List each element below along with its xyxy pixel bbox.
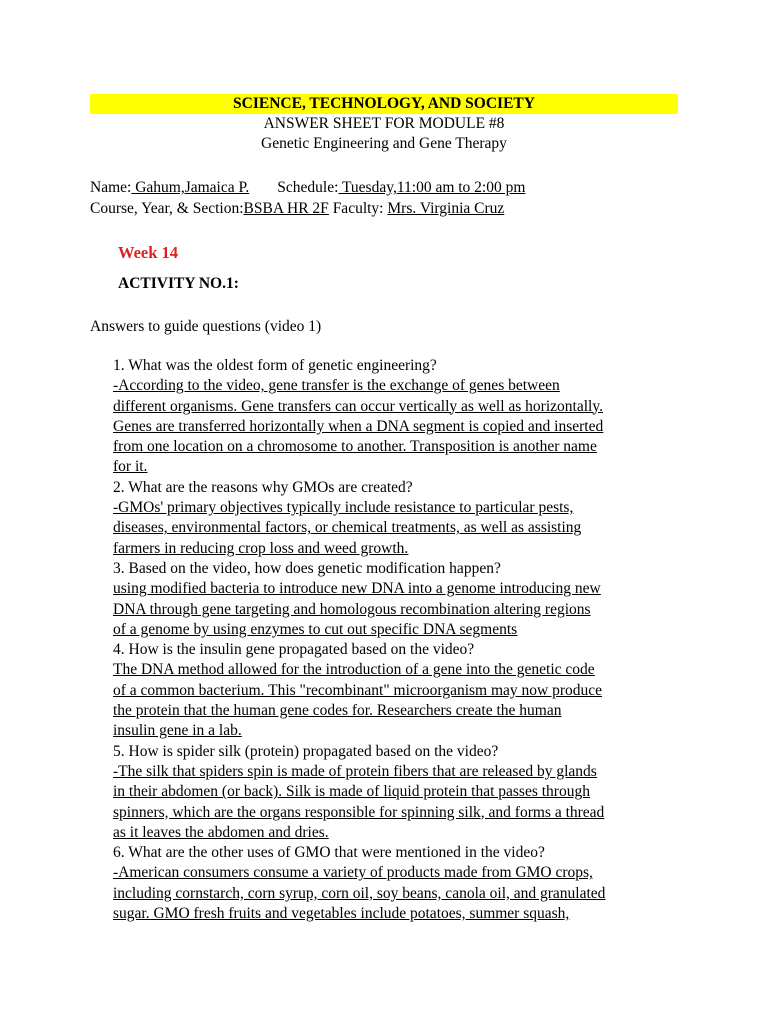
answer-line: sugar. GMO fresh fruits and vegetables include potatoes, summer squash, <box>113 905 570 923</box>
answer-text <box>113 762 679 843</box>
question-text: 3. Based on the video, how does genetic modification happen? <box>113 559 501 577</box>
faculty-label: Faculty: <box>328 200 388 217</box>
question-block-3 <box>113 559 679 640</box>
answer-line: farmers in reducing crop loss and weed growth. <box>113 539 409 557</box>
answer-line: The DNA method allowed for the introduction of a gene into the genetic code <box>113 661 595 679</box>
answer-line: of a common bacterium. This "recombinant" microorganism may now produce <box>113 681 603 699</box>
answer-line: Genes are transferred horizontally when a DNA segment is copied and inserted <box>113 417 604 435</box>
question-text: 4. How is the insulin gene propagated based on the video? <box>113 641 475 659</box>
schedule-label: Schedule: <box>277 179 339 196</box>
answer-line: diseases, environmental factors, or chemical treatments, as well as assisting <box>113 519 582 537</box>
answer-line: -According to the video, gene transfer is the exchange of genes between <box>113 377 560 395</box>
answer-text <box>113 863 679 924</box>
answer-line: spinners, which are the organs responsible for spinning silk, and forms a thread <box>113 803 605 821</box>
question-block-6 <box>113 843 679 924</box>
answer-line: insulin gene in a lab. <box>113 722 242 740</box>
course-faculty-line <box>90 199 504 219</box>
name-label: Name: <box>90 179 132 196</box>
question-text: 1. What was the oldest form of genetic engineering? <box>113 357 437 374</box>
answer-line: of a genome by using enzymes to cut out specific DNA segments <box>113 620 518 638</box>
question-text: 2. What are the reasons why GMOs are created? <box>113 478 413 496</box>
activity-heading: ACTIVITY NO.1: <box>118 275 239 292</box>
question-block-4 <box>113 640 679 741</box>
answer-line: -American consumers consume a variety of products made from GMO crops, <box>113 864 593 882</box>
answer-text <box>113 660 679 741</box>
question-block-5 <box>113 742 679 843</box>
answer-line: in their abdomen (or back). Silk is made of liquid protein that passes through <box>113 783 590 801</box>
question-text: 6. What are the other uses of GMO that were mentioned in the video? <box>113 844 545 862</box>
answer-line: using modified bacteria to introduce new DNA into a genome introducing new <box>113 580 601 598</box>
document-title: SCIENCE, TECHNOLOGY, AND SOCIETY <box>233 95 535 112</box>
answer-text <box>113 579 679 640</box>
question-text: 5. How is spider silk (protein) propagated based on the video? <box>113 742 499 760</box>
faculty-value: Mrs. Virginia Cruz <box>387 200 505 217</box>
answer-text <box>113 498 679 559</box>
module-subtitle: ANSWER SHEET FOR MODULE #8 <box>263 115 505 132</box>
answer-line: from one location on a chromosome to another. Transposition is another name <box>113 438 597 456</box>
name-schedule-line <box>90 178 525 198</box>
answer-line: different organisms. Gene transfers can occur vertically as well as horizontally. <box>113 397 603 415</box>
guide-heading: Answers to guide questions (video 1) <box>90 318 322 335</box>
answer-line: including cornstarch, corn syrup, corn oil, soy beans, canola oil, and granulated <box>113 884 606 902</box>
topic-subtitle: Genetic Engineering and Gene Therapy <box>261 135 507 152</box>
answer-line: as it leaves the abdomen and dries. <box>113 823 329 841</box>
question-block-1 <box>113 356 679 478</box>
answer-line: -GMOs' primary objectives typically include resistance to particular pests, <box>113 499 574 517</box>
schedule-value: Tuesday,11:00 am to 2:00 pm <box>338 179 526 196</box>
answer-text <box>113 376 679 477</box>
course-label: Course, Year, & Section: <box>90 200 244 217</box>
question-block-2 <box>113 478 679 559</box>
answer-line: DNA through gene targeting and homologous recombination altering regions <box>113 600 591 618</box>
answer-line: -The silk that spiders spin is made of protein fibers that are released by glands <box>113 762 597 780</box>
week-heading: Week 14 <box>118 243 179 262</box>
answer-line: the protein that the human gene codes for. Researchers create the human <box>113 702 562 720</box>
course-value: BSBA HR 2F <box>243 200 329 217</box>
answer-line: for it. <box>113 458 148 476</box>
name-value: Gahum,Jamaica P. <box>131 179 250 196</box>
questions-list <box>113 356 679 924</box>
